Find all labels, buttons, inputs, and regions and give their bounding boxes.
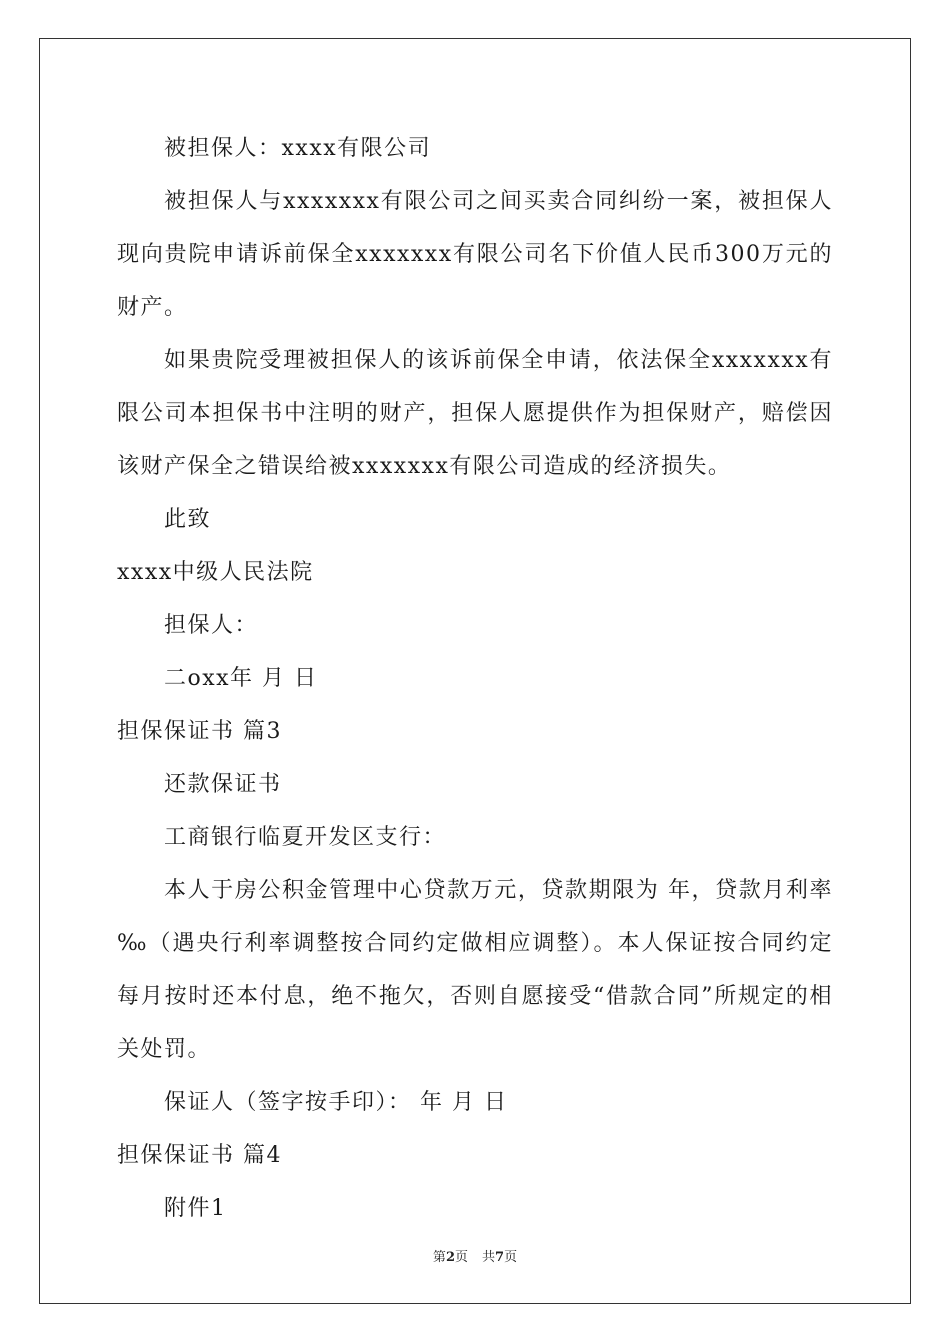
paragraph-salutation: 此致 xyxy=(164,507,212,532)
footer-total-suffix: 页 xyxy=(504,1250,518,1265)
footer-total-prefix: 共 xyxy=(482,1250,496,1265)
section-heading-4: 担保保证书 篇4 xyxy=(117,1143,282,1168)
paragraph-loan-terms: 本人于房公积金管理中心贷款万元，贷款期限为 年，贷款月利率 ‰（遇央行利率调整按合同约定做相应调整）。本人保证按合同约定每月按时还本付息，绝不拖欠，否则自愿接受“借款合同”所规定的相关处罚。 xyxy=(117,878,833,1062)
footer-page-current: 2 xyxy=(445,1250,455,1265)
paragraph-guarantor-label: 担保人： xyxy=(164,613,259,638)
footer-page-total: 7 xyxy=(495,1250,505,1265)
paragraph-repayment-title: 还款保证书 xyxy=(164,772,282,797)
page-footer xyxy=(0,1246,950,1265)
paragraph-guarantee-terms: 如果贵院受理被担保人的该诉前保全申请，依法保全xxxxxxx有限公司本担保书中注明的财产，担保人愿提供作为担保财产，赔偿因该财产保全之错误给被xxxxxxx有限公司造成的经济损失。 xyxy=(117,348,833,479)
paragraph-attachment: 附件1 xyxy=(164,1196,227,1221)
footer-page-suffix: 页 xyxy=(454,1250,468,1265)
footer-page-prefix: 第 xyxy=(432,1250,446,1265)
paragraph-guaranteed-party: 被担保人：xxxx有限公司 xyxy=(164,136,432,161)
section-heading-3: 担保保证书 篇3 xyxy=(117,719,282,744)
paragraph-court-name: xxxx中级人民法院 xyxy=(117,560,314,585)
paragraph-bank-addressee: 工商银行临夏开发区支行： xyxy=(164,825,447,850)
paragraph-signature-line: 保证人（签字按手印）： 年 月 日 xyxy=(164,1090,508,1115)
document-body xyxy=(117,122,833,1235)
paragraph-case-description: 被担保人与xxxxxxx有限公司之间买卖合同纠纷一案，被担保人现向贵院申请诉前保全xxxxxxx有限公司名下价值人民币300万元的财产。 xyxy=(117,189,833,320)
paragraph-date: 二oxx年 月 日 xyxy=(164,666,318,691)
